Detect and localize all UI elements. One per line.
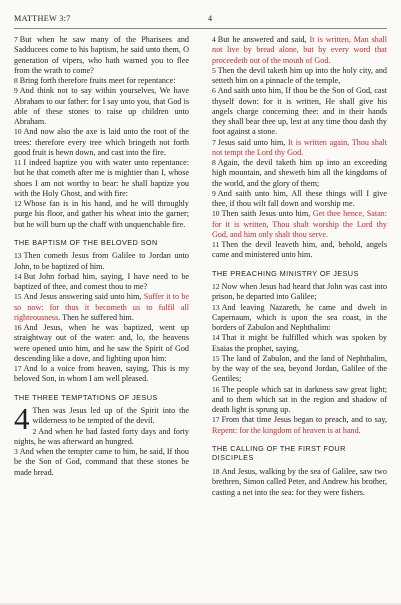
verse-text: And Jesus answering said unto him, (23, 292, 142, 302)
section-heading: THE CALLING OF THE FIRST FOUR DISCIPLES (212, 443, 346, 463)
verse-number: 3 (14, 447, 18, 457)
verse (212, 282, 387, 303)
verse-number: 8 (14, 76, 18, 85)
verse (212, 189, 387, 210)
verse (212, 467, 387, 498)
verse (212, 303, 387, 334)
verse-number: 16 (212, 384, 220, 394)
verse (14, 251, 189, 272)
verse (14, 86, 189, 127)
verse-text: And when the tempter came to him, he said, If thou be the Son of God, command that these stones be made bread. (14, 447, 189, 477)
verse-number: 11 (212, 240, 220, 249)
verse (14, 427, 189, 448)
verse (212, 240, 387, 261)
verse-text: And think not to say within yourselves, We have Abraham to our father: for I say unto you, that God is able of these stones to raise up children unto Abraham. (14, 86, 189, 126)
verse-number: 10 (14, 127, 22, 137)
verse-number: 8 (212, 158, 216, 167)
verse-group (14, 35, 189, 230)
verse-number: 14 (212, 333, 220, 343)
words-of-christ: It is written again, Thou shalt not tempt the Lord thy God. (212, 137, 387, 157)
words-of-christ: It is written, Man shall not live by bread alone, but by every word that proceedeth out of the mouth of God. (212, 35, 387, 65)
chapter-reference: MATTHEW 3:7 (14, 14, 71, 23)
page-header (14, 14, 387, 28)
verse (14, 272, 189, 293)
verse-text: But he answered and said, (217, 35, 307, 44)
verse (212, 86, 387, 137)
verse-number: 13 (212, 302, 220, 312)
verse (14, 364, 189, 385)
page-number: 4 (208, 14, 213, 23)
verse (212, 35, 387, 66)
verse-number: 2 (32, 426, 37, 436)
verse-text: And Jesus, walking by the sea of Galilee, saw two brethren, Simon called Peter, and Andrew his brother, casting a net into the sea: for they were fishers. (212, 467, 387, 497)
verse-number: 4 (212, 35, 216, 44)
verse-number: 12 (14, 199, 22, 208)
verse (212, 415, 387, 436)
verse-number: 18 (212, 467, 220, 477)
verse-text: That it might be fulfilled which was spoken by Esaias the prophet, saying, (212, 333, 387, 353)
verse (14, 127, 189, 158)
verse-text: Then was Jesus led up of the Spirit into the wilderness to be tempted of the devil. (32, 406, 189, 426)
verse (14, 35, 189, 76)
verse (14, 199, 189, 230)
section-heading: THE PREACHING MINISTRY OF JESUS (212, 268, 359, 278)
verse-text: Bring forth therefore fruits meet for repentance: (19, 76, 176, 85)
left-column (14, 35, 189, 478)
verse-group (212, 158, 387, 209)
verse (212, 158, 387, 189)
verse-text: And saith unto him, All these things will I give thee, if thou wilt fall down and worship me. (212, 188, 387, 208)
verse-text: But when he saw many of the Pharisees and Sadducees come to his baptism, he said unto them, O generation of vipers, who hath warned you to flee from the wrath to come? (14, 35, 189, 75)
verse-text: I indeed baptize you with water unto repentance: but he that cometh after me is mightier than I, whose shoes I am not worthy to bear: he shall baptize you with the Holy Ghost, and with fire: (14, 158, 189, 198)
verse-number: 15 (212, 353, 220, 363)
verse-text: But John forbad him, saying, I have need to be baptized of thee, and comest thou to me? (14, 271, 189, 292)
verse (212, 138, 387, 159)
verse-text: And lo a voice from heaven, saying, This is my beloved Son, in whom I am well pleased. (14, 364, 189, 384)
verse-number: 17 (14, 364, 22, 374)
verse-number: 10 (212, 209, 220, 219)
verse-number: 17 (212, 415, 220, 425)
verse-group (212, 240, 387, 261)
verse-text: Then saith Jesus unto him, (221, 209, 311, 219)
verse-number: 16 (14, 323, 22, 333)
verse (14, 158, 189, 199)
verse-text: Whose fan is in his hand, and he will throughly purge his floor, and gather his wheat into the garner; but he will burn up the chaff with unquenchable fire. (14, 199, 189, 229)
verse-text: Again, the devil taketh him up into an exceeding high mountain, and sheweth him all the kingdoms of the world, and the glory of them; (212, 158, 387, 188)
verse (14, 323, 189, 364)
verse (212, 66, 387, 87)
words-of-christ: Get thee hence, Satan: for it is written, Thou shalt worship the Lord thy God, and him only shalt thou serve. (212, 209, 387, 239)
header-rule (14, 28, 387, 29)
verse-text: And saith unto him, If thou be the Son of God, cast thyself down: for it is written, He shall give his angels charge concerning thee: and in their hands they shall bear thee up, lest at any time thou dash thy foot against a stone. (212, 86, 387, 137)
verse-group (212, 282, 387, 415)
verse (212, 209, 387, 240)
verse-number: 13 (14, 251, 22, 261)
verse-text: And leaving Nazareth, he came and dwelt in Capernaum, which is upon the sea coast, in the borders of Zabulon and Nephthalim: (212, 302, 387, 333)
section-heading: THE THREE TEMPTATIONS OF JESUS (14, 392, 158, 402)
verse-number: 6 (212, 86, 216, 96)
verse-group (14, 427, 189, 478)
verse (14, 447, 189, 478)
verse-text: Then the devil taketh him up into the holy city, and setteth him on a pinnacle of the temple, (212, 65, 387, 85)
verse-number: 5 (212, 65, 216, 75)
verse-number: 7 (14, 35, 18, 44)
verse-number: 9 (212, 188, 216, 198)
section-heading: THE BAPTISM OF THE BELOVED SON (14, 237, 158, 247)
chapter-number: 4 (14, 401, 30, 437)
verse-text: Jesus said unto him, (217, 137, 286, 147)
verse-number: 15 (14, 292, 22, 302)
verse-text: From that time Jesus began to preach, and to say, (221, 415, 387, 425)
verse-group (14, 323, 189, 385)
verse-text: Then cometh Jesus from Galilee to Jordan unto John, to be baptized of him. (14, 251, 189, 271)
verse-number: 11 (14, 158, 22, 167)
verse-group (14, 251, 189, 292)
verse-number: 9 (14, 86, 18, 96)
verse-text: Then he suffered him. (62, 312, 134, 322)
verse-text: And Jesus, when he was baptized, went up straightway out of the water: and, lo, the heavens were opened unto him, and he saw the Spirit of God descending like a dove, and lighting upon him: (14, 323, 189, 363)
verse (14, 292, 189, 323)
verse-number: 12 (212, 282, 220, 292)
verse (212, 385, 387, 416)
verse-text: The land of Zabulon, and the land of Nephthalim, by the way of the sea, beyond Jordan, Galilee of the Gentiles; (212, 353, 387, 384)
verse-number: 14 (14, 271, 22, 281)
verse-number: 7 (212, 137, 216, 147)
verse-group (212, 66, 387, 138)
verse-text: Now when Jesus had heard that John was cast into prison, he departed into Galilee; (212, 282, 387, 302)
verse-text: The people which sat in darkness saw great light; and to them which sat in the region and shadow of death light is sprung up. (212, 384, 387, 415)
words-of-christ: Suffer it to be so now: for thus it becometh us to fulfil all righteousness. (14, 292, 190, 322)
verse (212, 354, 387, 385)
verse-text: And now also the axe is laid unto the root of the trees: therefore every tree which bringeth not forth good fruit is hewn down, and cast into the fire. (14, 127, 189, 157)
verse (14, 76, 189, 86)
words-of-christ: Repent: for the kingdom of heaven is at hand. (212, 425, 361, 435)
verse (212, 333, 387, 354)
verse-text: And when he had fasted forty days and forty nights, he was afterward an hungred. (14, 426, 189, 446)
verse-text: Then the devil leaveth him, and, behold, angels came and ministered unto him. (212, 240, 387, 260)
right-column (212, 35, 387, 498)
verse-group (212, 467, 387, 498)
